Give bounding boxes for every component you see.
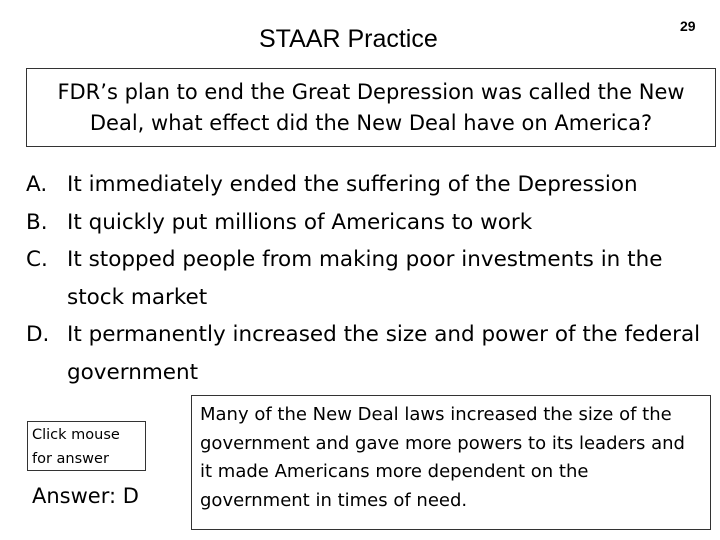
option-b — [26, 204, 716, 242]
option-letter: A. — [26, 172, 48, 197]
slide-number: 29 — [680, 18, 696, 34]
option-d — [26, 316, 716, 391]
explanation-text: Many of the New Deal laws increased the size of the government and gave more powers to its leaders and it made Americans more dependent on the government in times of need. — [200, 404, 685, 511]
option-letter: C. — [26, 247, 48, 272]
slide-title: STAAR Practice — [259, 25, 438, 53]
question-box — [26, 68, 716, 147]
reveal-answer-button[interactable] — [27, 421, 146, 471]
option-letter: D. — [26, 322, 50, 347]
answer-text: Answer: D — [32, 484, 139, 508]
option-letter: B. — [26, 209, 48, 235]
answer-options-list — [26, 166, 716, 391]
option-text: It stopped people from making poor investments in the stock market — [67, 247, 663, 310]
explanation-box — [191, 395, 711, 530]
reveal-answer-label: Click mouse for answer — [32, 427, 120, 467]
option-text: It permanently increased the size and power of the federal government — [67, 322, 701, 385]
question-text: FDR’s plan to end the Great Depression was called the New Deal, what effect did the New Deal have on America? — [57, 79, 685, 135]
option-a — [26, 166, 716, 204]
option-text: It immediately ended the suffering of the Depression — [67, 172, 638, 197]
option-c — [26, 241, 716, 316]
option-text: It quickly put millions of Americans to work — [67, 209, 533, 235]
